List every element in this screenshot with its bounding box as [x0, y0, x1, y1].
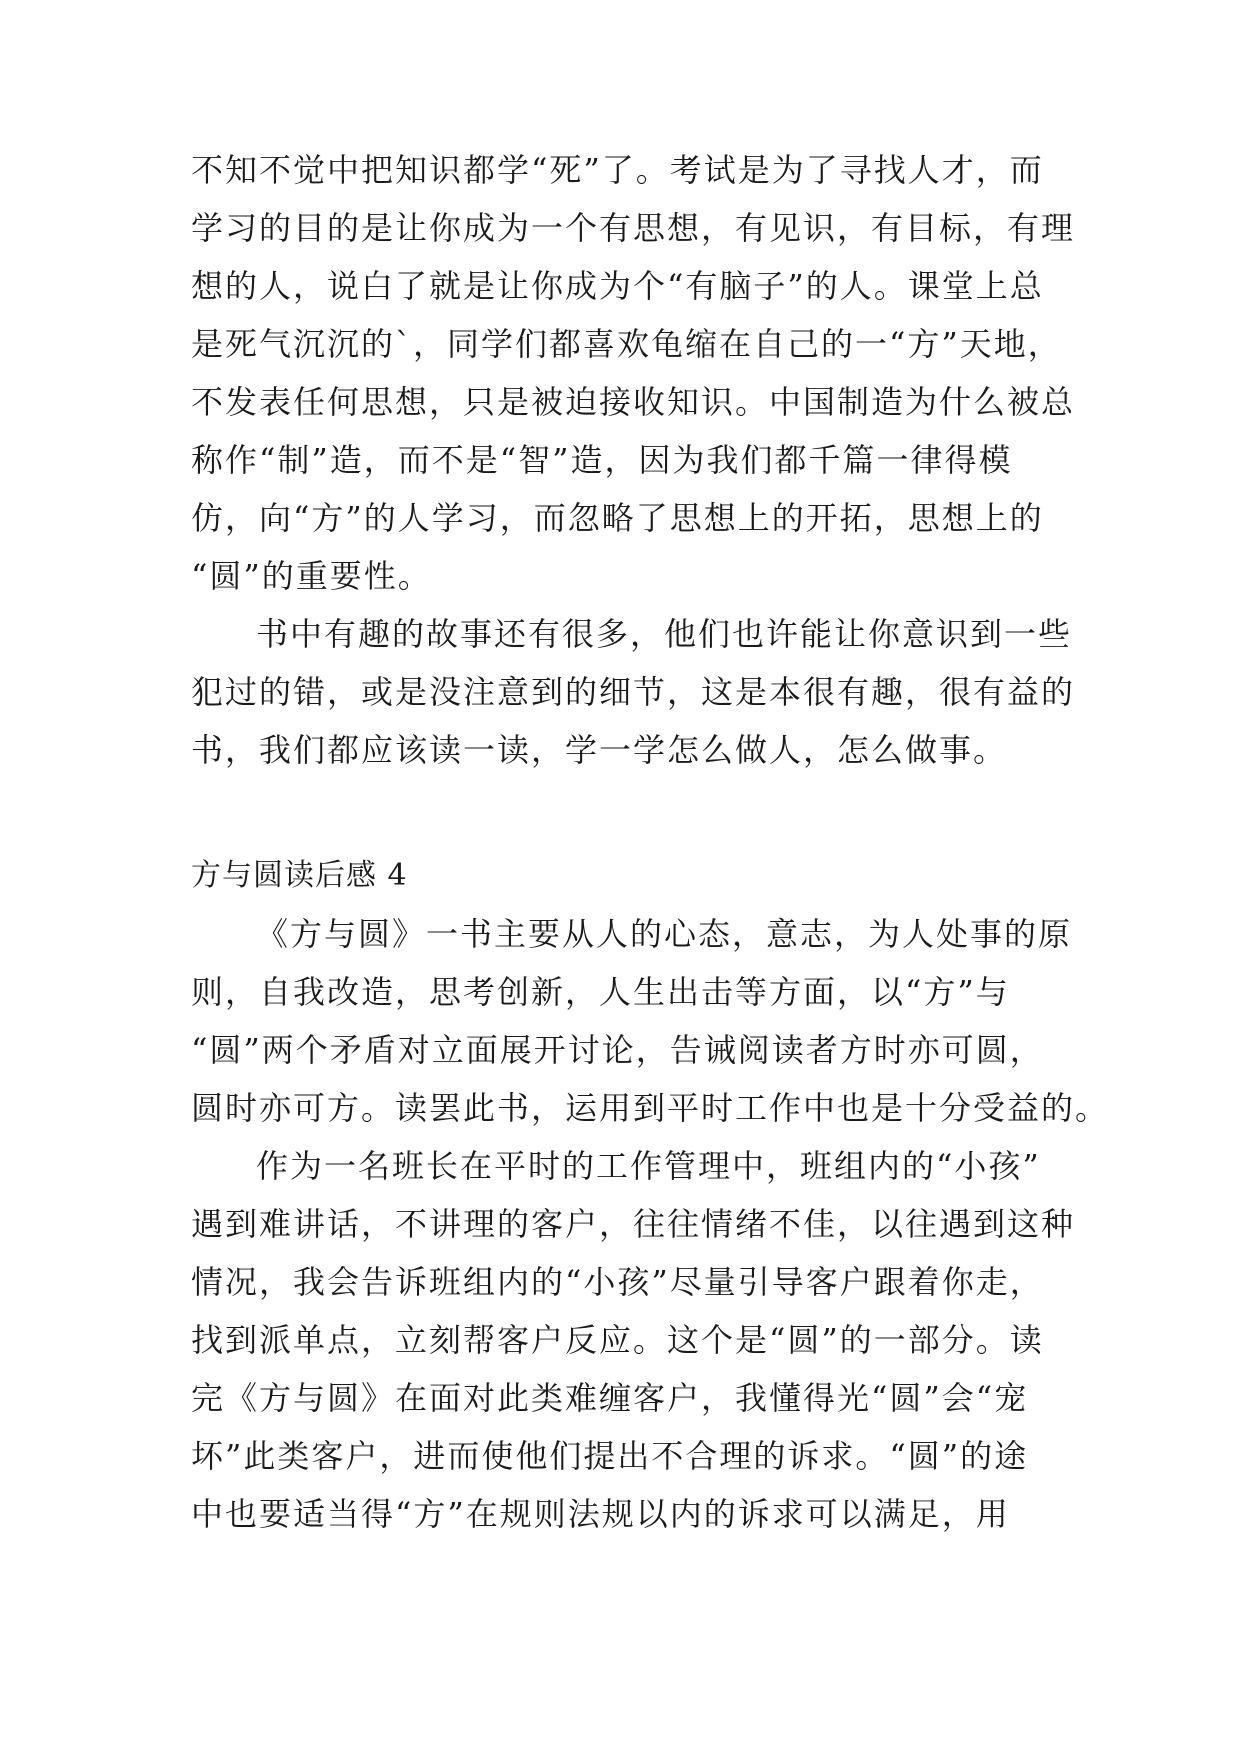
paragraph-line: 学习的目的是让你成为一个有思想，有见识，有目标，有理 — [191, 209, 1076, 247]
paragraph-line: 坏”此类客户，进而使他们提出不合理的诉求。“圆”的途 — [191, 1437, 1029, 1475]
paragraph-line: 不知不觉中把知识都学“死”了。考试是为了寻找人才，而 — [191, 151, 1044, 189]
section-heading: 方与圆读后感 4 — [191, 858, 408, 893]
paragraph-line: 称作“制”造，而不是“智”造，因为我们都千篇一律得模 — [191, 441, 1013, 479]
paragraph-line: 圆时亦可方。读罢此书，运用到平时工作中也是十分受益的。 — [191, 1089, 1110, 1127]
paragraph-line: 书，我们都应该读一读，学一学怎么做人，怎么做事。 — [191, 731, 1008, 769]
paragraph-line: “圆”的重要性。 — [191, 557, 432, 595]
paragraph-line: 想的人，说白了就是让你成为个“有脑子”的人。课堂上总 — [191, 267, 1044, 305]
paragraph-line: 仿，向“方”的人学习，而忽略了思想上的开拓，思想上的 — [191, 499, 1044, 537]
paragraph-line: 遇到难讲话，不讲理的客户，往往情绪不佳，以往遇到这种 — [191, 1205, 1076, 1243]
paragraph-line: 书中有趣的故事还有很多，他们也许能让你意识到一些 — [256, 615, 1073, 653]
paragraph-line: 《方与圆》一书主要从人的心态，意志，为人处事的原 — [256, 915, 1073, 953]
paragraph-line: 找到派单点，立刻帮客户反应。这个是“圆”的一部分。读 — [191, 1321, 1044, 1359]
paragraph-line: 不发表任何思想，只是被迫接收知识。中国制造为什么被总 — [191, 383, 1076, 421]
paragraph-line: 中也要适当得“方”在规则法规以内的诉求可以满足，用 — [191, 1495, 1010, 1533]
paragraph-line: 作为一名班长在平时的工作管理中，班组内的“小孩” — [256, 1147, 1041, 1185]
paragraph-line: “圆”两个矛盾对立面展开讨论，告诫阅读者方时亦可圆， — [191, 1031, 1044, 1069]
paragraph-line: 犯过的错，或是没注意到的细节，这是本很有趣，很有益的 — [191, 673, 1076, 711]
paragraph-line: 则，自我改造，思考创新，人生出击等方面，以“方”与 — [191, 973, 1010, 1011]
paragraph-line: 是死气沉沉的`，同学们都喜欢龟缩在自己的一“方”天地， — [191, 325, 1062, 363]
paragraph-line: 情况，我会告诉班组内的“小孩”尽量引导客户跟着你走， — [191, 1263, 1044, 1301]
paragraph-line: 完《方与圆》在面对此类难缠客户，我懂得光“圆”会“宠 — [191, 1379, 1029, 1417]
